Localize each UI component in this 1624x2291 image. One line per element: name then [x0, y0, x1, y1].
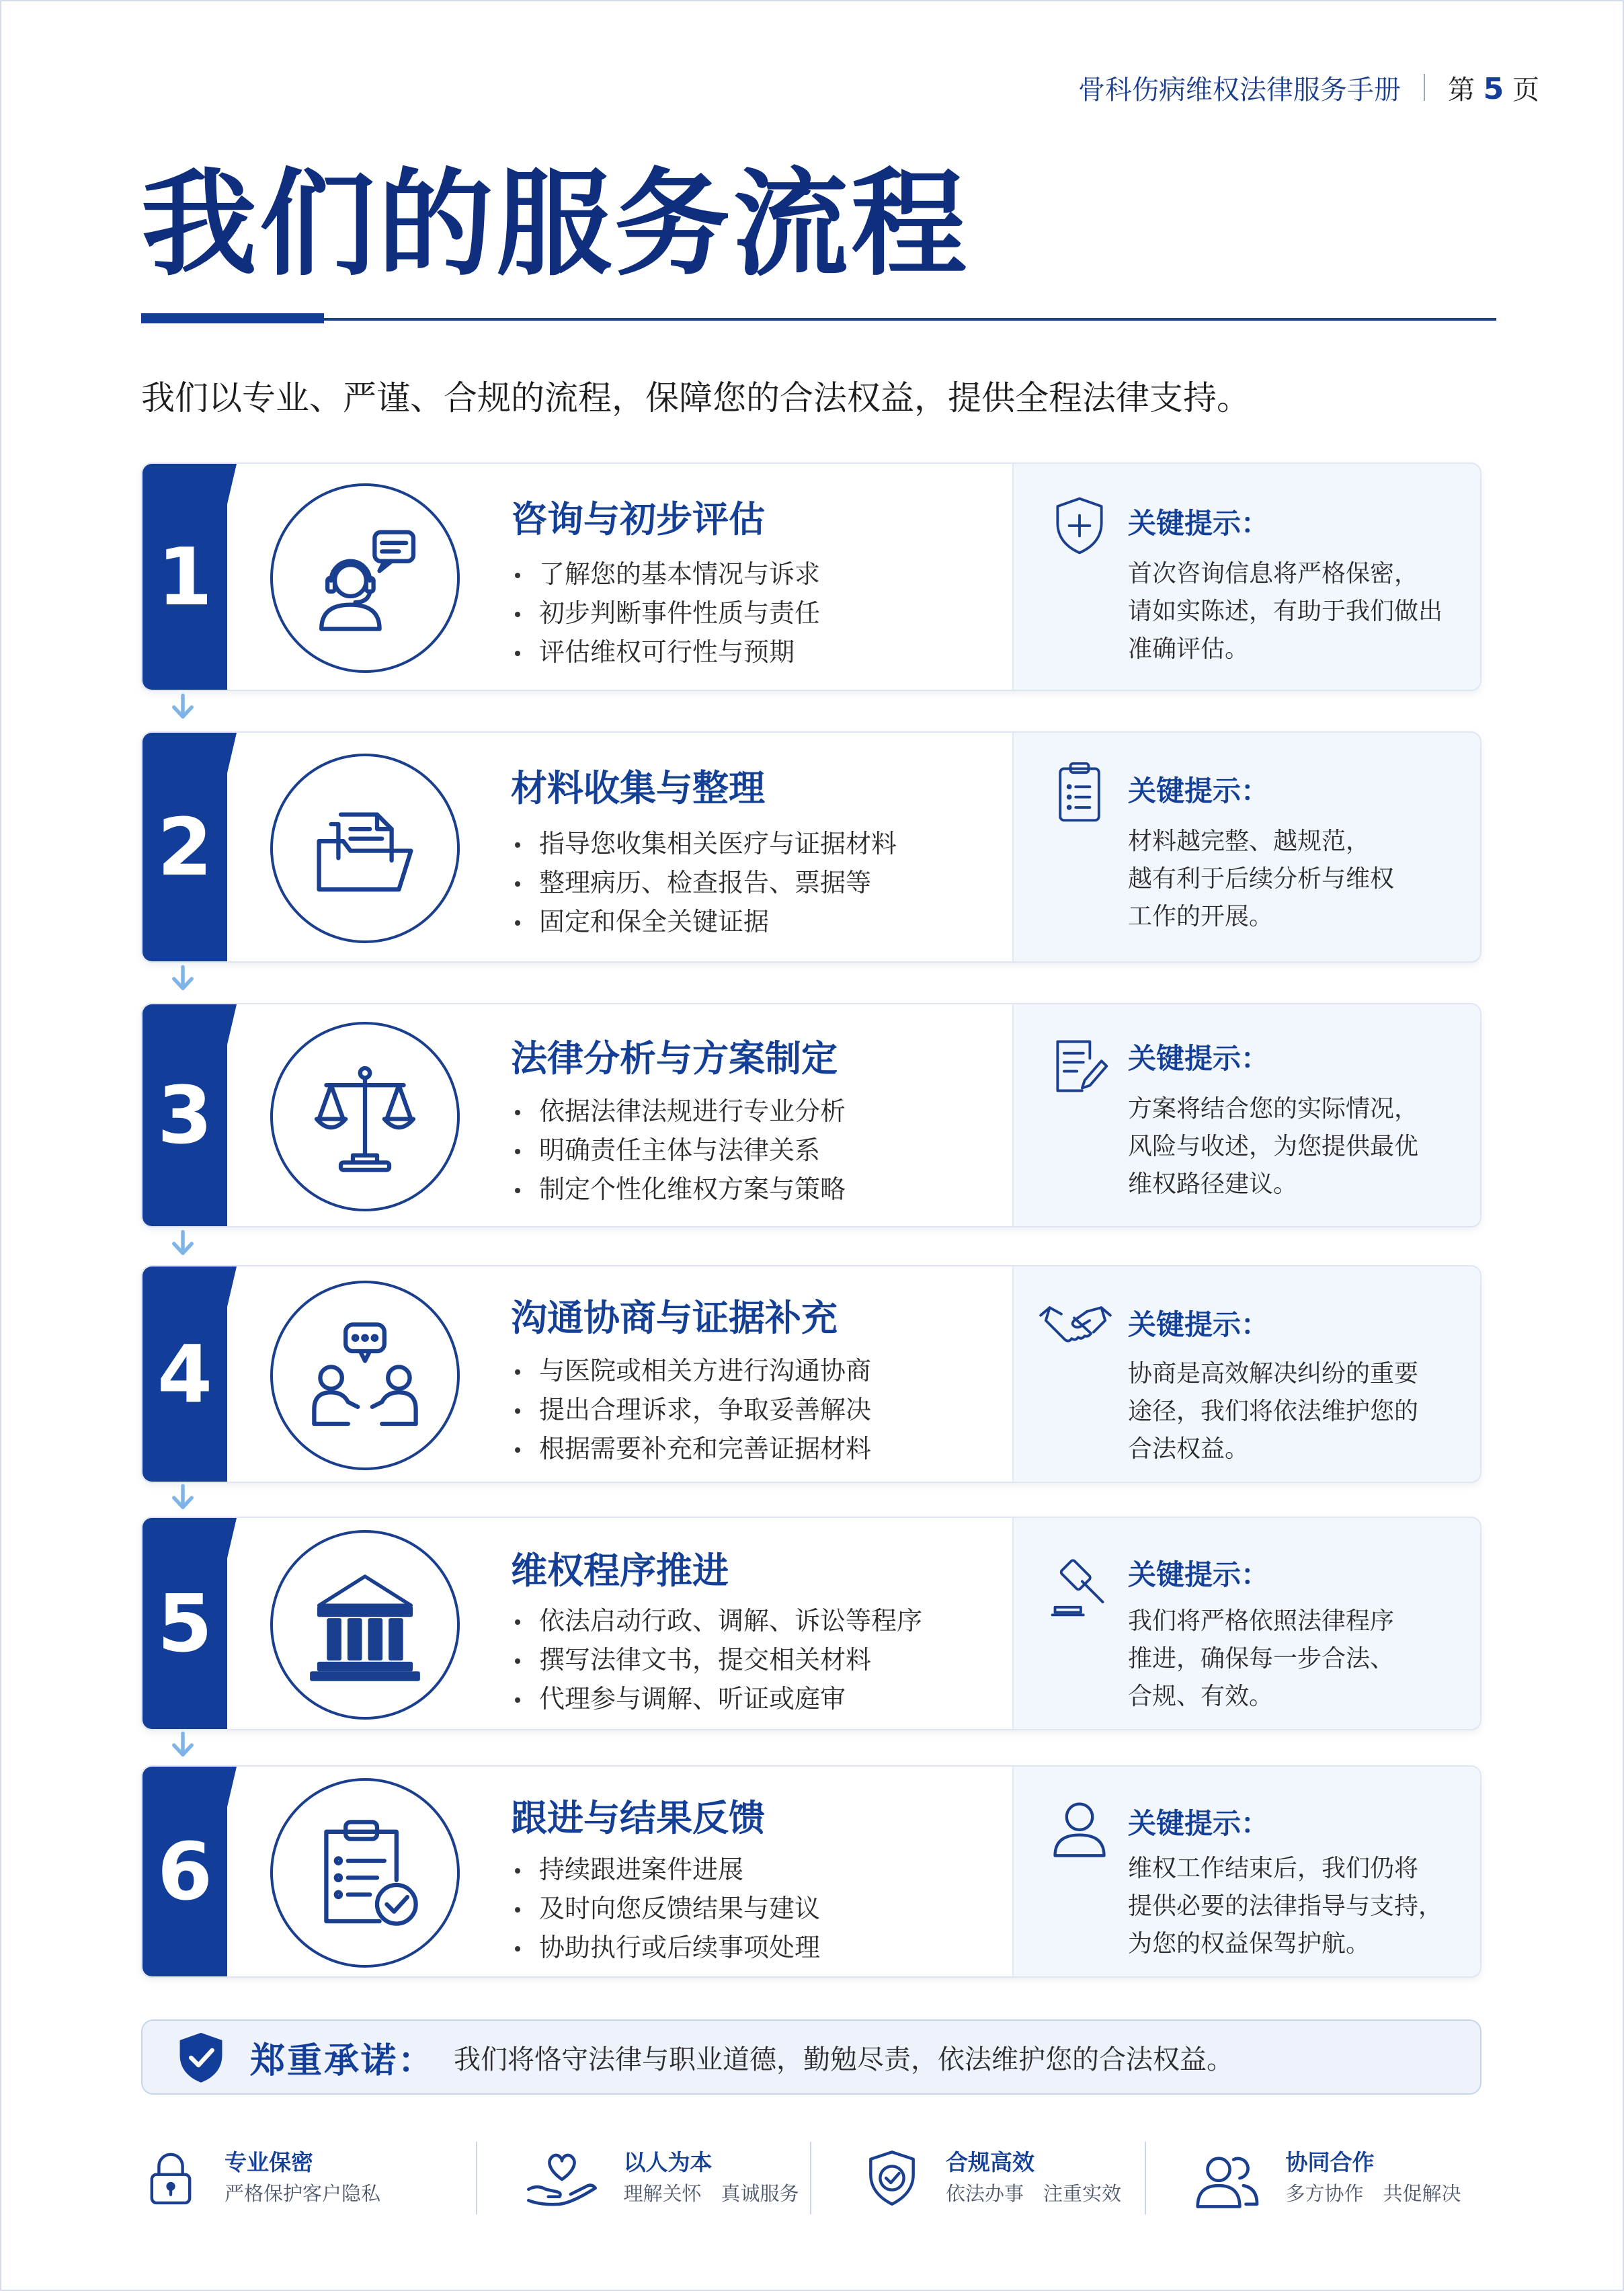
list-item: 固定和保全关键证据 — [511, 902, 897, 941]
tip-line: 合规、有效。 — [1128, 1683, 1274, 1710]
tip-body — [1128, 1603, 1464, 1716]
tip-body — [1128, 1090, 1464, 1203]
padlock-icon — [141, 2148, 200, 2208]
folder-documents-icon — [304, 788, 425, 909]
scales-of-justice-icon — [304, 1056, 425, 1177]
step-icon-circle — [270, 754, 460, 943]
value-icon-wrap — [141, 2148, 200, 2208]
heart-hand-icon — [524, 2148, 600, 2210]
value-item — [1145, 2138, 1479, 2218]
tip-line: 方案将结合您的实际情况， — [1128, 1095, 1419, 1123]
list-item: 依法启动行政、调解、诉讼等程序 — [511, 1601, 922, 1640]
running-header — [1078, 69, 1539, 106]
step-icon-circle — [270, 1281, 460, 1470]
tip-panel — [1012, 1267, 1480, 1482]
flow-arrow-down-icon — [168, 1730, 198, 1760]
shield-check-icon — [862, 2148, 922, 2208]
tip-line: 越有利于后续分析与维权 — [1128, 865, 1395, 893]
value-item — [141, 2138, 476, 2218]
step-number-notch — [227, 1518, 237, 1558]
list-item: 撰写法律文书，提交相关材料 — [511, 1640, 922, 1679]
value-subtitle: 依法办事 注重实效 — [946, 2182, 1122, 2205]
list-item: 及时向您反馈结果与建议 — [511, 1889, 820, 1928]
tip-icon-wrap — [1047, 760, 1112, 824]
step-icon-circle — [270, 1530, 460, 1720]
step-number-notch — [227, 1004, 237, 1045]
tip-panel — [1012, 1767, 1480, 1976]
tip-line: 准确评估。 — [1128, 635, 1250, 663]
step-card-5 — [141, 1517, 1481, 1730]
step-card-4 — [141, 1265, 1481, 1483]
value-title: 专业保密 — [225, 2149, 313, 2175]
value-subtitle: 理解关怀 真诚服务 — [623, 2182, 799, 2205]
value-subtitle: 多方协作 共促解决 — [1285, 2182, 1461, 2205]
tip-icon-wrap — [1047, 1796, 1112, 1861]
list-item: 指导您收集相关医疗与证据材料 — [511, 824, 897, 863]
list-item: 协助执行或后续事项处理 — [511, 1928, 820, 1967]
value-text — [946, 2147, 1121, 2209]
tip-line: 我们将严格依照法律程序 — [1128, 1607, 1395, 1635]
step-bullet-list — [511, 555, 820, 672]
flow-arrow-down-icon — [168, 1229, 198, 1258]
page-title: 我们的服务流程 — [141, 157, 969, 292]
step-bullet-list — [511, 1601, 922, 1718]
step-number: 4 — [143, 1267, 227, 1482]
list-item: 了解您的基本情况与诉求 — [511, 555, 820, 594]
value-item — [810, 2138, 1145, 2218]
courthouse-icon — [304, 1564, 425, 1685]
value-title: 以人为本 — [623, 2149, 713, 2175]
tip-icon-wrap — [1047, 1556, 1112, 1620]
list-item: 持续跟进案件进展 — [511, 1850, 820, 1889]
tip-line: 推进，确保每一步合法、 — [1128, 1645, 1395, 1673]
value-item — [476, 2138, 811, 2218]
tip-line: 材料越完整、越规范， — [1128, 828, 1371, 855]
step-card-1 — [141, 463, 1481, 691]
flow-arrow-down-icon — [168, 692, 198, 722]
step-number-notch — [227, 1767, 237, 1807]
tip-line: 协商是高效解决纠纷的重要 — [1128, 1360, 1419, 1388]
tip-line: 风险与收述，为您提供最优 — [1128, 1133, 1419, 1160]
list-item: 与医院或相关方进行沟通协商 — [511, 1351, 871, 1390]
value-text — [225, 2147, 380, 2209]
step-number: 3 — [143, 1004, 227, 1226]
step-number-notch — [227, 733, 237, 773]
step-title: 咨询与初步评估 — [511, 498, 765, 540]
list-item: 根据需要补充和完善证据材料 — [511, 1429, 871, 1468]
step-icon-circle — [270, 1778, 460, 1968]
step-number: 1 — [143, 464, 227, 690]
title-underline-accent — [141, 313, 324, 323]
tip-body — [1128, 555, 1464, 668]
step-card-3 — [141, 1003, 1481, 1228]
tip-icon-wrap — [1047, 493, 1112, 558]
list-item: 整理病历、检查报告、票据等 — [511, 863, 897, 902]
page-number: 5 — [1483, 71, 1504, 106]
commitment-label: 郑重承诺： — [250, 2040, 436, 2081]
shield-check-icon — [176, 2030, 226, 2084]
commitment-banner — [141, 2019, 1481, 2095]
tip-body — [1128, 823, 1464, 936]
people-talking-icon — [304, 1315, 425, 1436]
tip-icon-wrap — [1037, 1293, 1114, 1358]
step-title: 跟进与结果反馈 — [511, 1797, 765, 1839]
step-title: 法律分析与方案制定 — [511, 1037, 838, 1080]
person-icon — [1047, 1796, 1112, 1861]
step-card-6 — [141, 1765, 1481, 1978]
tip-body — [1128, 1850, 1464, 1963]
clipboard-check-icon — [304, 1812, 425, 1933]
commitment-icon-wrap — [176, 2030, 226, 2084]
tip-line: 维权工作结束后，我们仍将 — [1128, 1855, 1419, 1882]
page-prefix: 第 — [1447, 74, 1475, 106]
list-item: 依据法律法规进行专业分析 — [511, 1092, 846, 1131]
values-footer — [141, 2138, 1479, 2218]
tip-title: 关键提示： — [1128, 507, 1270, 540]
shield-plus-icon — [1047, 493, 1112, 558]
value-title: 合规高效 — [946, 2149, 1034, 2175]
tip-title: 关键提示： — [1128, 1042, 1270, 1075]
header-divider — [1424, 74, 1425, 101]
commitment-text: 我们将恪守法律与职业道德，勤勉尽责，依法维护您的合法权益。 — [454, 2044, 1234, 2075]
tip-title: 关键提示： — [1128, 1308, 1270, 1341]
document-pen-icon — [1047, 1033, 1112, 1097]
list-item: 明确责任主体与法律关系 — [511, 1131, 846, 1170]
step-number: 5 — [143, 1518, 227, 1729]
tip-line: 请如实陈述，有助于我们做出 — [1128, 598, 1443, 625]
page-number-label — [1448, 69, 1539, 107]
step-number: 6 — [143, 1767, 227, 1976]
tip-body — [1128, 1355, 1464, 1468]
list-item: 提出合理诉求，争取妥善解决 — [511, 1390, 871, 1429]
step-title: 沟通协商与证据补充 — [511, 1297, 838, 1339]
step-card-2 — [141, 731, 1481, 963]
tip-icon-wrap — [1047, 1033, 1112, 1097]
tip-line: 维权路径建议。 — [1128, 1170, 1298, 1198]
value-icon-wrap — [1192, 2148, 1262, 2208]
handshake-icon — [1037, 1293, 1114, 1358]
tip-line: 工作的开展。 — [1128, 903, 1274, 930]
tip-panel — [1012, 1004, 1480, 1226]
clipboard-list-icon — [1047, 760, 1112, 824]
tip-line: 为您的权益保驾护航。 — [1128, 1930, 1371, 1958]
step-icon-circle — [270, 1022, 460, 1211]
group-people-icon — [1192, 2148, 1262, 2210]
tip-line: 途径，我们将依法维护您的 — [1128, 1398, 1419, 1425]
tip-panel — [1012, 464, 1480, 690]
list-item: 制定个性化维权方案与策略 — [511, 1170, 846, 1209]
value-text — [624, 2147, 799, 2209]
list-item: 评估维权可行性与预期 — [511, 633, 820, 672]
tip-line: 首次咨询信息将严格保密， — [1128, 560, 1419, 588]
step-bullet-list — [511, 1351, 871, 1468]
tip-line: 提供必要的法律指导与支持， — [1128, 1892, 1443, 1920]
value-text — [1286, 2147, 1461, 2209]
intro-text: 我们以专业、严谨、合规的流程，保障您的合法权益，提供全程法律支持。 — [141, 378, 1250, 417]
gavel-icon — [1047, 1556, 1112, 1620]
tip-title: 关键提示： — [1128, 1558, 1270, 1591]
list-item: 初步判断事件性质与责任 — [511, 594, 820, 633]
manual-title: 骨科伤病维权法律服务手册 — [1078, 74, 1401, 106]
page-suffix: 页 — [1512, 74, 1539, 106]
value-title: 协同合作 — [1285, 2149, 1375, 2175]
step-number-notch — [227, 464, 237, 504]
step-icon-circle — [270, 483, 460, 673]
step-bullet-list — [511, 1850, 820, 1967]
tip-title: 关键提示： — [1128, 1807, 1270, 1840]
tip-panel — [1012, 733, 1480, 961]
tip-line: 合法权益。 — [1128, 1435, 1250, 1463]
value-icon-wrap — [524, 2148, 600, 2208]
step-number-notch — [227, 1267, 237, 1307]
step-title: 维权程序推进 — [511, 1550, 729, 1592]
tip-title: 关键提示： — [1128, 774, 1270, 807]
step-number: 2 — [143, 733, 227, 961]
tip-panel — [1012, 1518, 1480, 1729]
step-bullet-list — [511, 824, 897, 941]
value-subtitle: 严格保护客户隐私 — [225, 2182, 381, 2205]
step-title: 材料收集与整理 — [511, 767, 765, 809]
step-bullet-list — [511, 1092, 846, 1209]
flow-arrow-down-icon — [168, 964, 198, 994]
consultant-headset-icon — [304, 518, 425, 639]
title-underline — [141, 318, 1496, 321]
value-icon-wrap — [862, 2148, 922, 2208]
flow-arrow-down-icon — [168, 1483, 198, 1513]
list-item: 代理参与调解、听证或庭审 — [511, 1679, 922, 1718]
